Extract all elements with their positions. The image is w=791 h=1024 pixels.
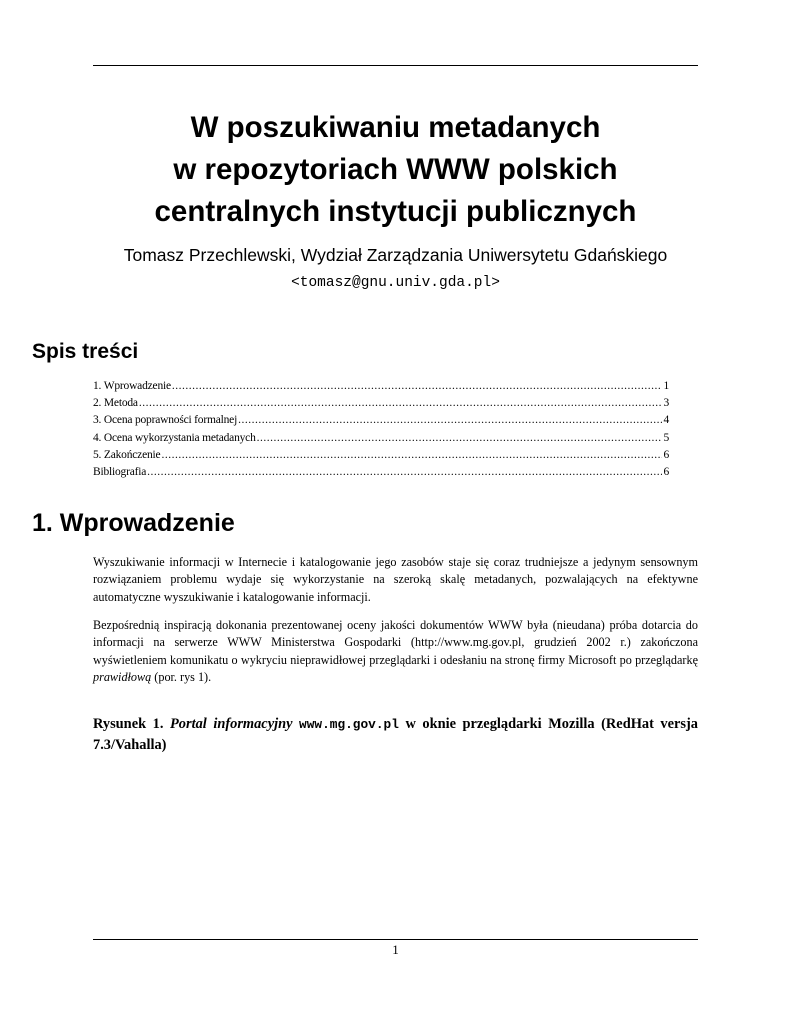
figure-caption — [93, 714, 698, 756]
toc-leader-dots — [238, 412, 662, 429]
table-of-contents — [93, 378, 669, 481]
toc-entry-page[interactable]: 6 — [663, 448, 669, 461]
toc-entry-zakonczenie[interactable] — [93, 447, 669, 464]
figure-title: Portal informacyjny — [170, 716, 293, 732]
toc-entry-label[interactable]: Bibliografia — [93, 466, 147, 479]
toc-entry-label[interactable]: 4. Ocena wykorzystania metadanych — [93, 431, 256, 444]
toc-entry-page[interactable]: 1 — [663, 380, 669, 392]
top-rule — [93, 65, 698, 66]
toc-leader-dots — [257, 430, 663, 447]
paragraph-2-text: Bezpośrednią inspiracją dokonania prezentowanej oceny jakości dokumentów WWW była (nieudana) próba dotarcia do informacji na serwerze WWW Ministerstwa Gospodarki (http://www.mg.gov.pl, grudzień 2002 r.) zakończona wyświetleniem komunikatu o wykryciu nieprawidłowej przeglądarki i odesłaniu na stronę firmy Microsoft po przeglądarkę — [93, 618, 698, 667]
figure-caption-rest: w oknie przeglądarki Mozilla (RedHat versja 7.3/Vahalla) — [93, 716, 698, 753]
toc-entry-bibliografia[interactable] — [93, 464, 669, 481]
paragraph-2-emphasis: prawidłową — [93, 670, 152, 685]
page-number: 1 — [392, 942, 399, 957]
toc-entry-wprowadzenie[interactable] — [93, 378, 669, 395]
toc-entry-label[interactable]: 5. Zakończenie — [93, 448, 161, 461]
toc-heading: Spis treści — [32, 340, 139, 363]
toc-entry-metoda[interactable] — [93, 395, 669, 412]
toc-entry-label[interactable]: 1. Wprowadzenie — [93, 380, 171, 392]
toc-leader-dots — [172, 378, 663, 395]
document-title-line-2: w repozytoriach WWW polskich — [173, 153, 618, 186]
toc-entry-ocena-metadanych[interactable] — [93, 430, 669, 447]
section-heading-wprowadzenie: 1. Wprowadzenie — [32, 509, 235, 537]
paragraph-1: Wyszukiwanie informacji w Internecie i katalogowanie jego zasobów staje się coraz trudniejsze a jedynym sensownym rozwiązaniem problemu wydaje się wykorzystanie na szeroką skalę metadanych, pozwalających na efektywne automatyczne wyszukiwanie i katalogowanie informacji. — [93, 555, 698, 604]
paragraph-2 — [93, 617, 698, 687]
toc-entry-page[interactable]: 4 — [663, 414, 669, 427]
toc-leader-dots — [147, 464, 662, 481]
figure-url: www.mg.gov.pl — [299, 717, 399, 732]
toc-entry-page[interactable]: 5 — [663, 431, 669, 444]
toc-entry-page[interactable]: 6 — [663, 466, 669, 479]
figure-label: Rysunek 1. — [93, 716, 164, 732]
toc-leader-dots — [139, 395, 663, 412]
toc-entry-ocena-poprawnosci[interactable] — [93, 412, 669, 429]
toc-entry-label[interactable]: 2. Metoda — [93, 397, 138, 410]
toc-leader-dots — [161, 447, 662, 464]
toc-entry-label[interactable]: 3. Ocena poprawności formalnej — [93, 414, 238, 427]
author-line: Tomasz Przechlewski, Wydział Zarządzania Uniwersytetu Gdańskiego — [123, 245, 668, 265]
document-title-line-3: centralnych instytucji publicznych — [154, 195, 637, 228]
toc-entry-page[interactable]: 3 — [663, 397, 669, 410]
paragraph-2-text-end: (por. rys 1). — [151, 670, 212, 685]
document-title-line-1: W poszukiwaniu metadanych — [190, 111, 601, 144]
bottom-rule — [93, 939, 698, 940]
author-email: <tomasz@gnu.univ.gda.pl> — [291, 275, 500, 291]
